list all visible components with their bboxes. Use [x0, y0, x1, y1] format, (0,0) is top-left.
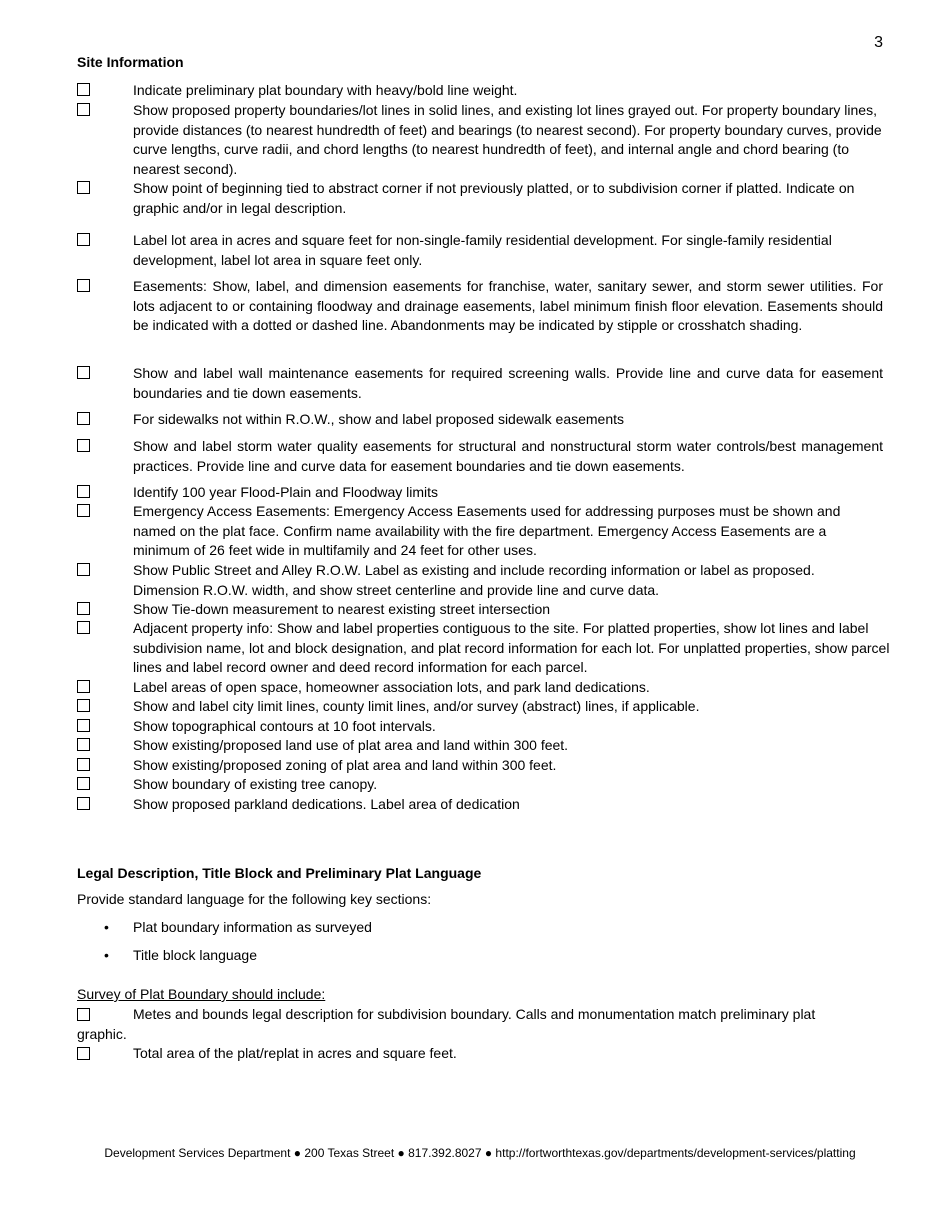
checkbox[interactable] — [77, 485, 90, 498]
checkbox[interactable] — [77, 719, 90, 732]
checklist-item-text: For sidewalks not within R.O.W., show and label proposed sidewalk easements — [133, 411, 625, 427]
checklist-item-text: Show and label storm water quality easements for structural and nonstructural storm water controls/best management practices. Provide line and curve data for easement boundaries and tie down easements. — [133, 438, 883, 474]
checkbox[interactable] — [77, 680, 90, 693]
checkbox[interactable] — [77, 777, 90, 790]
checkbox[interactable] — [77, 504, 90, 517]
checkbox[interactable] — [77, 279, 90, 292]
checklist-item-text: Identify 100 year Flood-Plain and Floodway limits — [133, 484, 439, 500]
checklist-item-text: Adjacent property info: Show and label properties contiguous to the site. For platted properties, show lot lines and label subdivision name, lot and block designation, and plat record information for each lot. For unplatted properties, show parcel lines and label record owner and deed record information for each parcel. — [133, 620, 890, 676]
bullet-icon: • — [104, 947, 109, 963]
checklist-item-text: Show existing/proposed land use of plat area and land within 300 feet. — [133, 737, 569, 753]
checkbox[interactable] — [77, 83, 90, 96]
legal-description-heading: Legal Description, Title Block and Preliminary Plat Language — [77, 865, 482, 881]
checkbox[interactable] — [77, 738, 90, 751]
survey-item-text: Total area of the plat/replat in acres and square feet. — [133, 1045, 457, 1061]
checkbox[interactable] — [77, 699, 90, 712]
survey-heading: Survey of Plat Boundary should include: — [77, 986, 326, 1002]
checklist-item-text: Easements: Show, label, and dimension easements for franchise, water, sanitary sewer, and storm sewer utilities. For lots adjacent to or containing floodway and drainage easements, label minimum finish floor elevation. Easements should be indicated with a dotted or dashed line. Abandonments may be indicated by stipple or crosshatch shading. — [133, 278, 883, 334]
checklist-item-text: Show Tie-down measurement to nearest existing street intersection — [133, 601, 551, 617]
checklist-item-text: Show boundary of existing tree canopy. — [133, 776, 378, 792]
legal-intro-text: Provide standard language for the following key sections: — [77, 891, 432, 907]
page-footer: Development Services Department ● 200 Texas Street ● 817.392.8027 ● http://fortworthtexas.gov/departments/development-services/platting — [104, 1146, 856, 1160]
checkbox[interactable] — [77, 103, 90, 116]
bullet-icon: • — [104, 919, 109, 935]
checkbox[interactable] — [77, 621, 90, 634]
checkbox[interactable] — [77, 181, 90, 194]
checklist-item-text: Show and label city limit lines, county limit lines, and/or survey (abstract) lines, if applicable. — [133, 698, 700, 714]
checklist-item-text: Show topographical contours at 10 foot intervals. — [133, 718, 436, 734]
checklist-item-text: Show and label wall maintenance easements for required screening walls. Provide line and curve data for easement boundaries and tie down easements. — [133, 365, 883, 401]
site-information-heading: Site Information — [77, 54, 184, 70]
survey-checklist-item[interactable] — [77, 1005, 867, 1044]
survey-checklist-item[interactable] — [77, 1044, 867, 1064]
checkbox[interactable] — [77, 412, 90, 425]
page-number: 3 — [874, 34, 883, 51]
survey-item-text: Metes and bounds legal description for subdivision boundary. Calls and monumentation match preliminary plat graphic. — [77, 1006, 816, 1042]
checklist-item-text: Indicate preliminary plat boundary with heavy/bold line weight. — [133, 82, 518, 98]
checkbox[interactable] — [77, 563, 90, 576]
bullet-item-text: Plat boundary information as surveyed — [133, 919, 372, 935]
checklist-item-text: Show point of beginning tied to abstract corner if not previously platted, or to subdivision corner if platted. Indicate on graphic and/or in legal description. — [133, 180, 855, 216]
checkbox[interactable] — [77, 758, 90, 771]
checklist-item-text: Emergency Access Easements: Emergency Access Easements used for addressing purposes must be shown and named on the plat face. Confirm name availability with the fire department. Emergency Access Easements are a minimum of 26 feet wide in multifamily and 24 feet for other uses. — [133, 503, 841, 559]
checklist-item-text: Show proposed property boundaries/lot lines in solid lines, and existing lot lines grayed out. For property boundary lines, provide distances (to nearest hundredth of feet) and bearings (to nearest second). For property boundary curves, provide curve lengths, curve radii, and chord lengths (to nearest hundredth of feet), and internal angle and chord bearing (to nearest second). — [133, 102, 882, 177]
checklist-item-text: Show existing/proposed zoning of plat area and land within 300 feet. — [133, 757, 557, 773]
checkbox[interactable] — [77, 602, 90, 615]
checklist-item-text: Label lot area in acres and square feet for non-single-family residential development. For single-family residential development, label lot area in square feet only. — [133, 232, 832, 268]
checkbox[interactable] — [77, 1047, 90, 1060]
checkbox[interactable] — [77, 797, 90, 810]
checkbox[interactable] — [77, 366, 90, 379]
checklist-item-text: Label areas of open space, homeowner association lots, and park land dedications. — [133, 679, 650, 695]
checkbox[interactable] — [77, 233, 90, 246]
checkbox[interactable] — [77, 439, 90, 452]
bullet-item-text: Title block language — [133, 947, 258, 963]
checklist-item-text: Show Public Street and Alley R.O.W. Label as existing and include recording information or label as proposed. Dimension R.O.W. width, and show street centerline and provide line and curve data. — [133, 562, 815, 598]
checklist-item-text: Show proposed parkland dedications. Label area of dedication — [133, 796, 520, 812]
checkbox[interactable] — [77, 1008, 90, 1021]
